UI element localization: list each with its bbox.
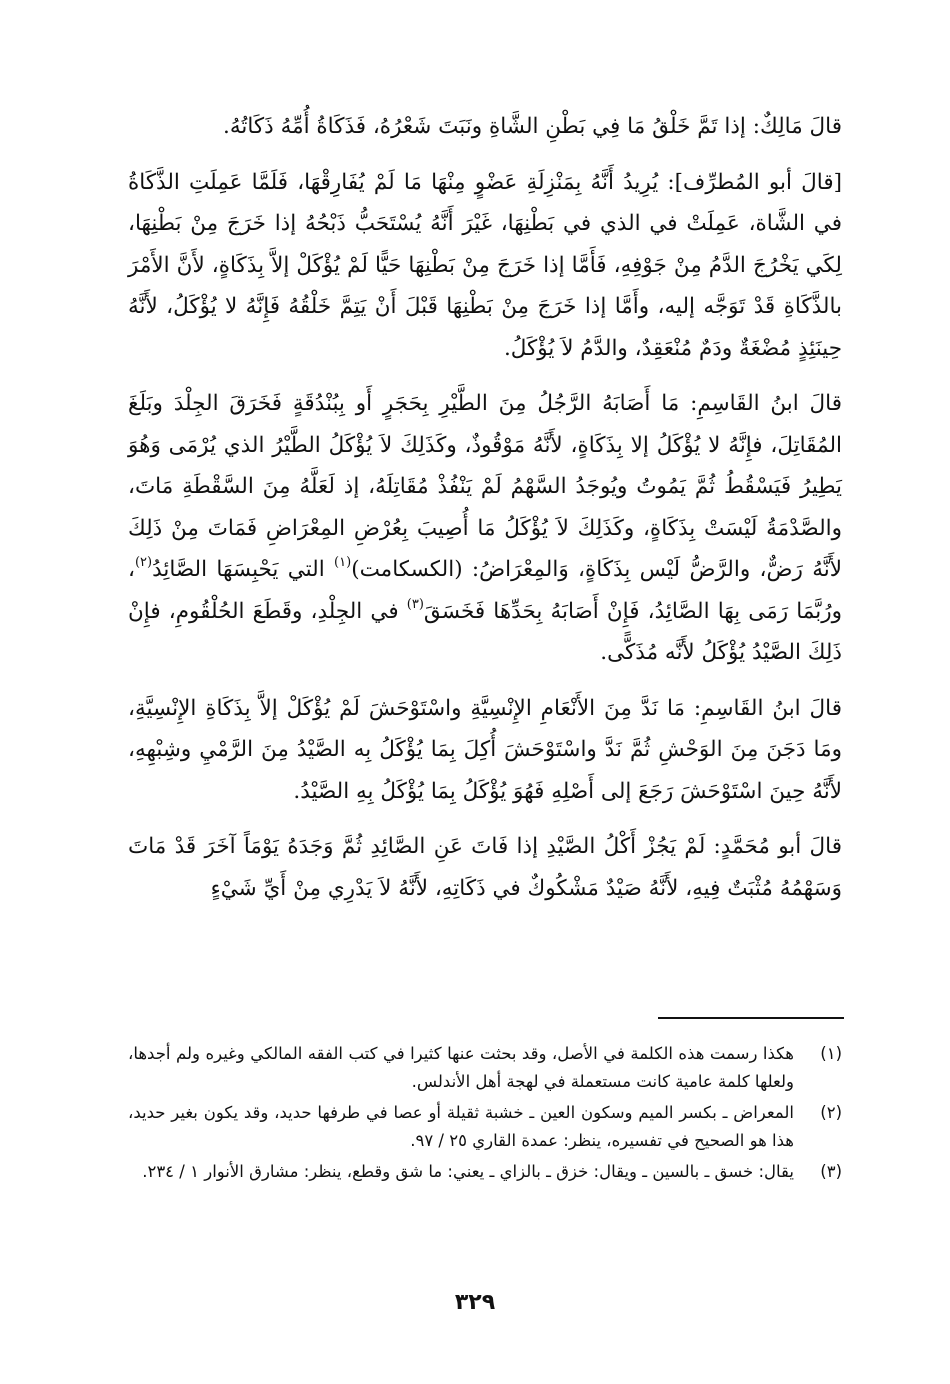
footnote-text: يقال: خسق ـ بالسين ـ ويقال: خزق ـ بالزاي ـ يعني: ما شق وقطع، ينظر: مشارق الأنوار ١ / ٢٣٤. [142, 1162, 794, 1181]
paragraph-text: : مَا نَدَّ مِنَ الأَنْعَامِ الإِنْسِيَّةِ واسْتَوْحَشَ لَمْ يُؤْكَلْ إلاَّ بِذَكَاةِ الإِنْسِيَّةِ، ومَا دَجَنَ مِنَ الوَحْشِ ثُمَّ نَدَّ واسْتَوْحَشَ أُكِلَ بِمَا يُؤْكَلُ بِه الصَّيْدُ مِنَ الرَّمْيِ وشِبْهِهِ، لأَنَّهُ حِينَ اسْتَوْحَشَ رَجَعَ إلى أَصْلِهِ فَهُوَ يُؤْكَلُ بِمَا يُؤْكَلُ بِهِ الصَّيْدُ. [128, 695, 842, 804]
paragraph-text: التي يَحْبِسَهَا الصَّائِدُ [152, 557, 335, 582]
footnote-text: هكذا رسمت هذه الكلمة في الأصل، وقد بحثت عنها كثيرا في كتب الفقه المالكي وغيره ولم أجدها، ولعلها كلمة عامية كانت مستعملة في لهجة أهل الأندلس. [128, 1044, 794, 1091]
speaker-label: [قالَ أبو المُطرِّف] [674, 169, 842, 195]
footnote-marker-2: (٢) [134, 555, 153, 570]
main-text [128, 106, 842, 909]
footnote-item [128, 1158, 842, 1186]
speaker-label: قالَ ابنُ القَاسِمِ [701, 695, 842, 721]
page-number: ٣٢٩ [454, 1290, 496, 1315]
paragraph-malik [128, 106, 842, 148]
paragraph-abu-muhammad [128, 826, 842, 909]
footnotes [128, 1040, 842, 1189]
paragraph-abu-al-mutarrif [128, 162, 842, 370]
paragraph-text: : إذا تَمَّ خَلْقُ مَا فِي بَطْنِ الشَّاةِ ونَبَتَ شَعْرُهُ، فَذَكَاةُ أُمِّهُ ذَكَاتُهُ. [223, 114, 760, 139]
footnote-marker-1: (١) [334, 555, 352, 570]
footnote-divider [658, 1017, 844, 1019]
footnote-number: (١) [820, 1044, 842, 1063]
footnote-text: المعراض ـ بكسر الميم وسكون العين ـ خشبة ثقيلة أو عصا في طرفها حديد، وقد يكون بغير حديد، هذا هو الصحيح في تفسيره، ينظر: عمدة القاري ٢٥ / ٩٧. [128, 1103, 794, 1150]
speaker-label: قالَ مَالِكٌ [759, 114, 842, 139]
footnote-item [128, 1099, 842, 1155]
paragraph-text: : مَا أَصَابَهُ الرَّجُلُ مِنَ الطَّيْرِ بِحَجَرٍ أَو بِبُنْدُقَةٍ فَخَرَقَ الجِلْدَ وبَلَغَ المُقَاتِلَ، فإِنَّهُ لا يُؤْكَلُ إلا بِذَكَاةٍ، لأَنَّهُ مَوْقُوذٌ، وكَذَلِكَ لاَ يُؤْكَلُ الطَّيْرُ الذي يُرْمَى وَهُوَ يَطِيرُ فَيَسْقُطُ ثُمَّ يَمُوتُ ويُوجَدُ السَّهْمُ لَمْ يَنْفُذْ مُقَاتِلَهُ، إذ لَعَلَّهُ مِنَ السَّقْطَةِ مَاتَ، والصَّدْمَةُ لَيْسَتْ بِذَكَاةٍ، وكَذَلِكَ لاَ يُؤْكَلُ مَا أُصِيبَ بِعُرْضِ المِعْرَاضِ فَمَاتَ مِنْ ذَلِكَ لأَنَّهُ رَضٌّ، والرَّضُّ لَيْس بِذَكَاةٍ، وَالمِعْرَاضُ: (الكسكامت) [128, 391, 842, 582]
paragraph-text: : لَمْ يَجُزْ أَكْلُ الصَّيْدِ إذا فَاتَ عَنِ الصَّائِدِ ثُمَّ وَجَدَهُ يَوْمَاً آخَرَ قَدْ مَاتَ وَسَهْمُهُ مُثْبَتٌ فِيهِ، لأَنَّهُ صَيْدٌ مَشْكُوكٌ في ذَكَاتِهِ، لأَنَّهُ لاَ يَدْرِي مِنْ أَيِّ شَيْءٍ [128, 834, 842, 901]
paragraph-text: ، ورُبَّمَا رَمَى بِهَا الصَّائِدُ، فَإِنْ أَصَابَهُ بِحَدِّهَا فَخَسَقَ [128, 557, 842, 624]
speaker-label: قالَ أبو مُحَمَّدٍ [720, 834, 843, 859]
footnote-marker-3: (٣) [406, 596, 424, 612]
paragraph-ibn-al-qasim-1 [128, 383, 842, 674]
footnote-number: (٣) [820, 1162, 842, 1181]
footnote-number: (٢) [820, 1103, 842, 1122]
paragraph-ibn-al-qasim-2 [128, 688, 842, 813]
paragraph-text: في الجِلْدِ، وقَطَعَ الحُلْقُومِ، فإِنْ ذَلِكَ الصَّيْدُ يُؤْكَلُ لأَنَّه مُذَكًّى. [128, 598, 842, 665]
speaker-label: قالَ ابنُ القَاسِمِ [697, 391, 842, 416]
footnote-item [128, 1040, 842, 1096]
paragraph-text: : يُرِيدُ أَنَّهُ بِمَنْزِلَةِ عَضْوٍ مِنْهَا مَا لَمْ يُفَارِقْهَا، فَلَمَّا عَمِلَتِ الذَّكَاةُ في الشَّاة، عَمِلَتْ في الذي في بَطْنِهَا، غَيْرَ أَنَّهُ يُسْتَحَبُّ ذَبْحُهُ إذا خَرَجَ مِنْ بَطْنِهَا، لِكَي يَخْرُجَ الدَّمُ مِنْ جَوْفِهِ، فَأَمَّا إذا خَرَجَ مِنْ بَطْنِهَا حَيًّا لَمْ يُؤْكَلْ إلاَّ بِذَكَاةٍ، لأَنَّ الأَمْرَ بالذَّكَاةِ قَدْ تَوَجَّه إليه، وأَمَّا إذا خَرَجَ مِنْ بَطْنِهَا قَبْلَ أَنْ يَتِمَّ خَلْقُهُ فَإِنَّهُ لا يُؤْكَلُ، لأَنَّهُ حِينَئِذٍ مُضْغَةٌ ودَمٌ مُنْعَقِدٌ، والدَّمُ لاَ يُؤْكَلُ. [128, 169, 842, 361]
